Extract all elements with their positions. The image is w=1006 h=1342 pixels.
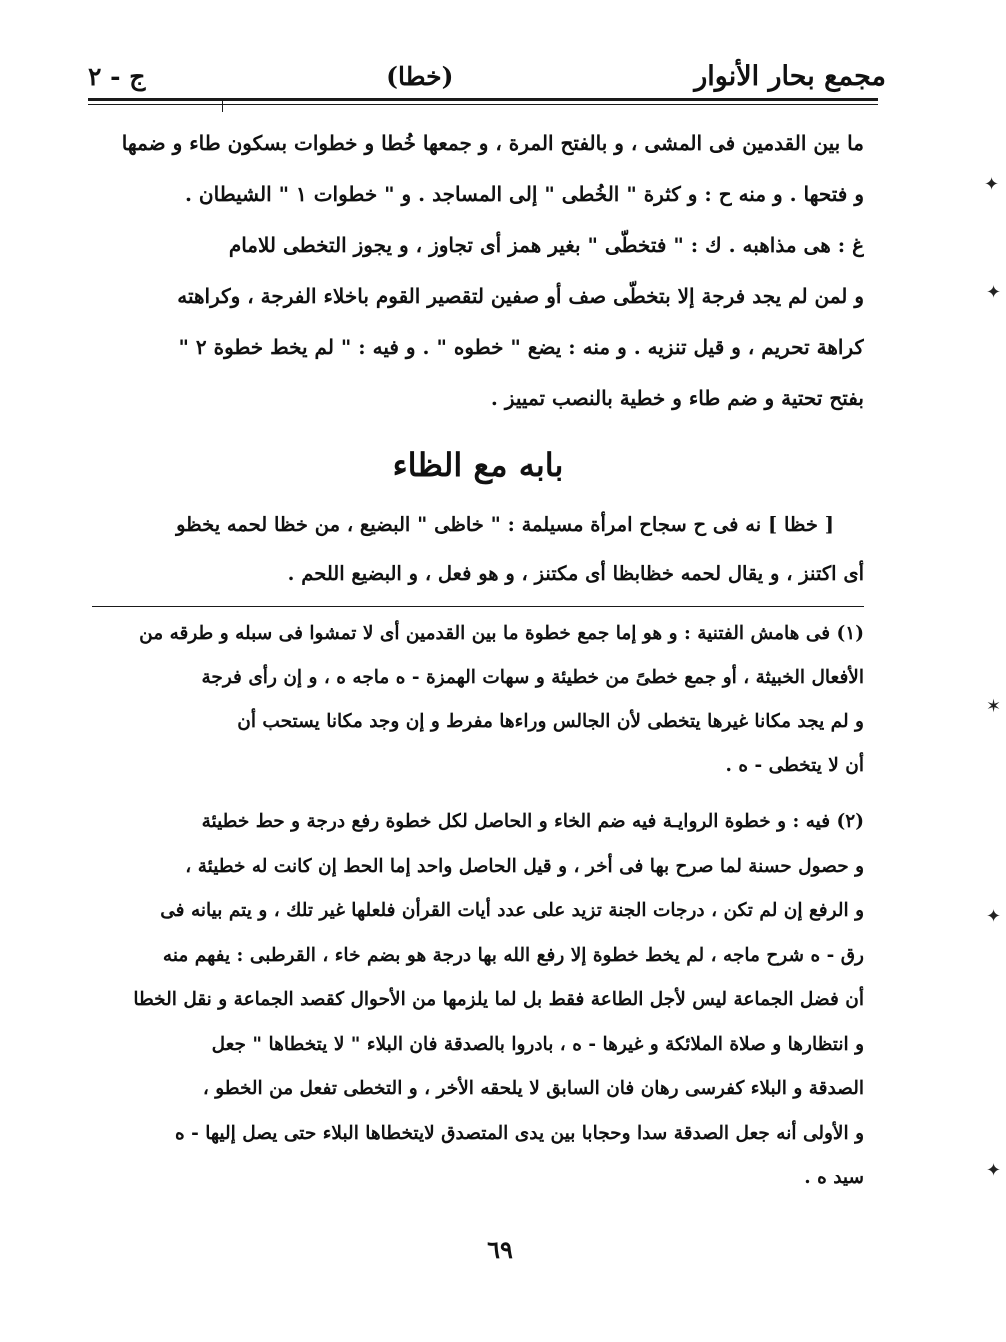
footnote-line: (٢) فيه : و خطوة الروايـة فيه ضم الخاء و الحاصل لكل خطوة رفع درجة و حط خطيئة	[201, 811, 864, 832]
entry-block	[92, 500, 864, 598]
footnote-line: أن فضل الجماعة ليس لأجل الطاعة فقط بل لما يلزمها من الأحوال كقصد الجماعة و نقل الخطا	[133, 989, 864, 1010]
footnote-1	[92, 612, 864, 788]
header-rule-thick	[88, 98, 878, 101]
footnote-line: الأفعال الخبيثة ، أو جمع خطىً من خطيئة و سهات الهمزة - ه ماجه ه ، و إن رأى فرجة	[201, 667, 864, 688]
margin-mark: ✦	[986, 282, 1002, 303]
margin-mark: ✦	[984, 174, 1000, 195]
entry-line: أى اكتنز ، و يقال لحمه خظابظا أى مكتنز ، و هو فعل ، و البضيع اللحم .	[287, 562, 864, 585]
main-text-line: بفتح تحتية و ضم طاء و خطية بالنصب تمييز .	[490, 386, 864, 410]
footnote-line: الصدقة و البلاء كفرسى رهان فان السابق لا يلحقه الأخر ، و التخطى تفعل من الخطو ،	[202, 1078, 864, 1099]
margin-mark: ✦	[986, 906, 1002, 927]
footnote-line: سيد ه .	[804, 1167, 864, 1188]
main-text-block	[92, 118, 864, 423]
footnote-divider	[92, 606, 864, 607]
header-rule-tick	[222, 101, 223, 112]
main-text-line: كراهة تحريم ، و قيل تنزيه . و منه : يضع " خطوه " . و فيه : " لم يخط خطوة ٢ "	[178, 335, 864, 359]
footnote-line: رق - ه شرح ماجه ، لم يخط خطوة إلا رفع الله بها درجة هو بضم خاء ، القرطبى : يفهم منه	[162, 944, 864, 966]
margin-mark: ✶	[986, 696, 1002, 717]
volume-label: ج - ٢	[88, 61, 146, 91]
entry-line: [ خظا ] نه فى ح سجاح امرأة مسيلمة : " خاظى " البضيع ، من خظا لحمه يخظو	[176, 513, 834, 536]
main-text-line: ما بين القدمين فى المشى ، و بالفتح المرة ، و جمعها خُطا و خطوات بسكون طاء و ضمها	[121, 131, 864, 155]
section-heading: بابه مع الظاء	[392, 446, 564, 484]
main-text-line: و فتحها . و منه ح : و كثرة " الخُطى " إلى المساجد . و " خطوات ١ " الشيطان .	[184, 182, 864, 206]
footnote-line: (١) فى هامش الفتنية : و هو إما جمع خطوة ما بين القدمين أى لا تمشوا فى سبله و طرقه من	[139, 623, 864, 644]
margin-mark: ✦	[986, 1160, 1002, 1181]
main-text-line: و لمن لم يجد فرجة إلا بتخطّى صف أو صفين لتقصير القوم باخلاء الفرجة ، وكراهته	[177, 284, 864, 308]
page-number: ٦٩	[487, 1235, 513, 1264]
footnote-line: و حصول حسنة لما صرح بها فى أخر ، و قيل الحاصل واحد إما الحط إن كانت له خطيئة ،	[185, 855, 864, 877]
footnote-line: و لم يجد مكانا غيرها يتخطى لأن الجالس وراءها مفرط و إن وجد مكانا يستحب أن	[237, 711, 864, 732]
footnote-2	[92, 800, 864, 1201]
book-title: مجمع بحار الأنوار	[694, 60, 886, 92]
footnote-line: أن لا يتخطى - ه .	[725, 755, 864, 776]
running-head	[88, 56, 886, 96]
header-rule-thin	[88, 104, 878, 105]
footnote-line: و الأولى أنه جعل الصدقة سدا وحجابا بين يدى المتصدق لايتخطاها البلاء حتى يصل إليها - ه	[175, 1122, 864, 1144]
entry-word-heading: (خطا)	[386, 61, 454, 91]
footnote-line: و انتظارها و صلاة الملائكة و غيرها - ه ، بادروا بالصدقة فان البلاء " لا يتخطاها " جعل	[211, 1033, 864, 1055]
footnote-line: و الرفع إن لم تكن ، درجات الجنة تزيد على عدد أيات القرأن فلعلها غير تلك ، و يتم بيانه فى	[160, 900, 864, 921]
main-text-line: غ : هى مذاهبه . ك : " فتخطّى " بغير همز أى تجاوز ، و يجوز التخطى للامام	[228, 233, 864, 257]
